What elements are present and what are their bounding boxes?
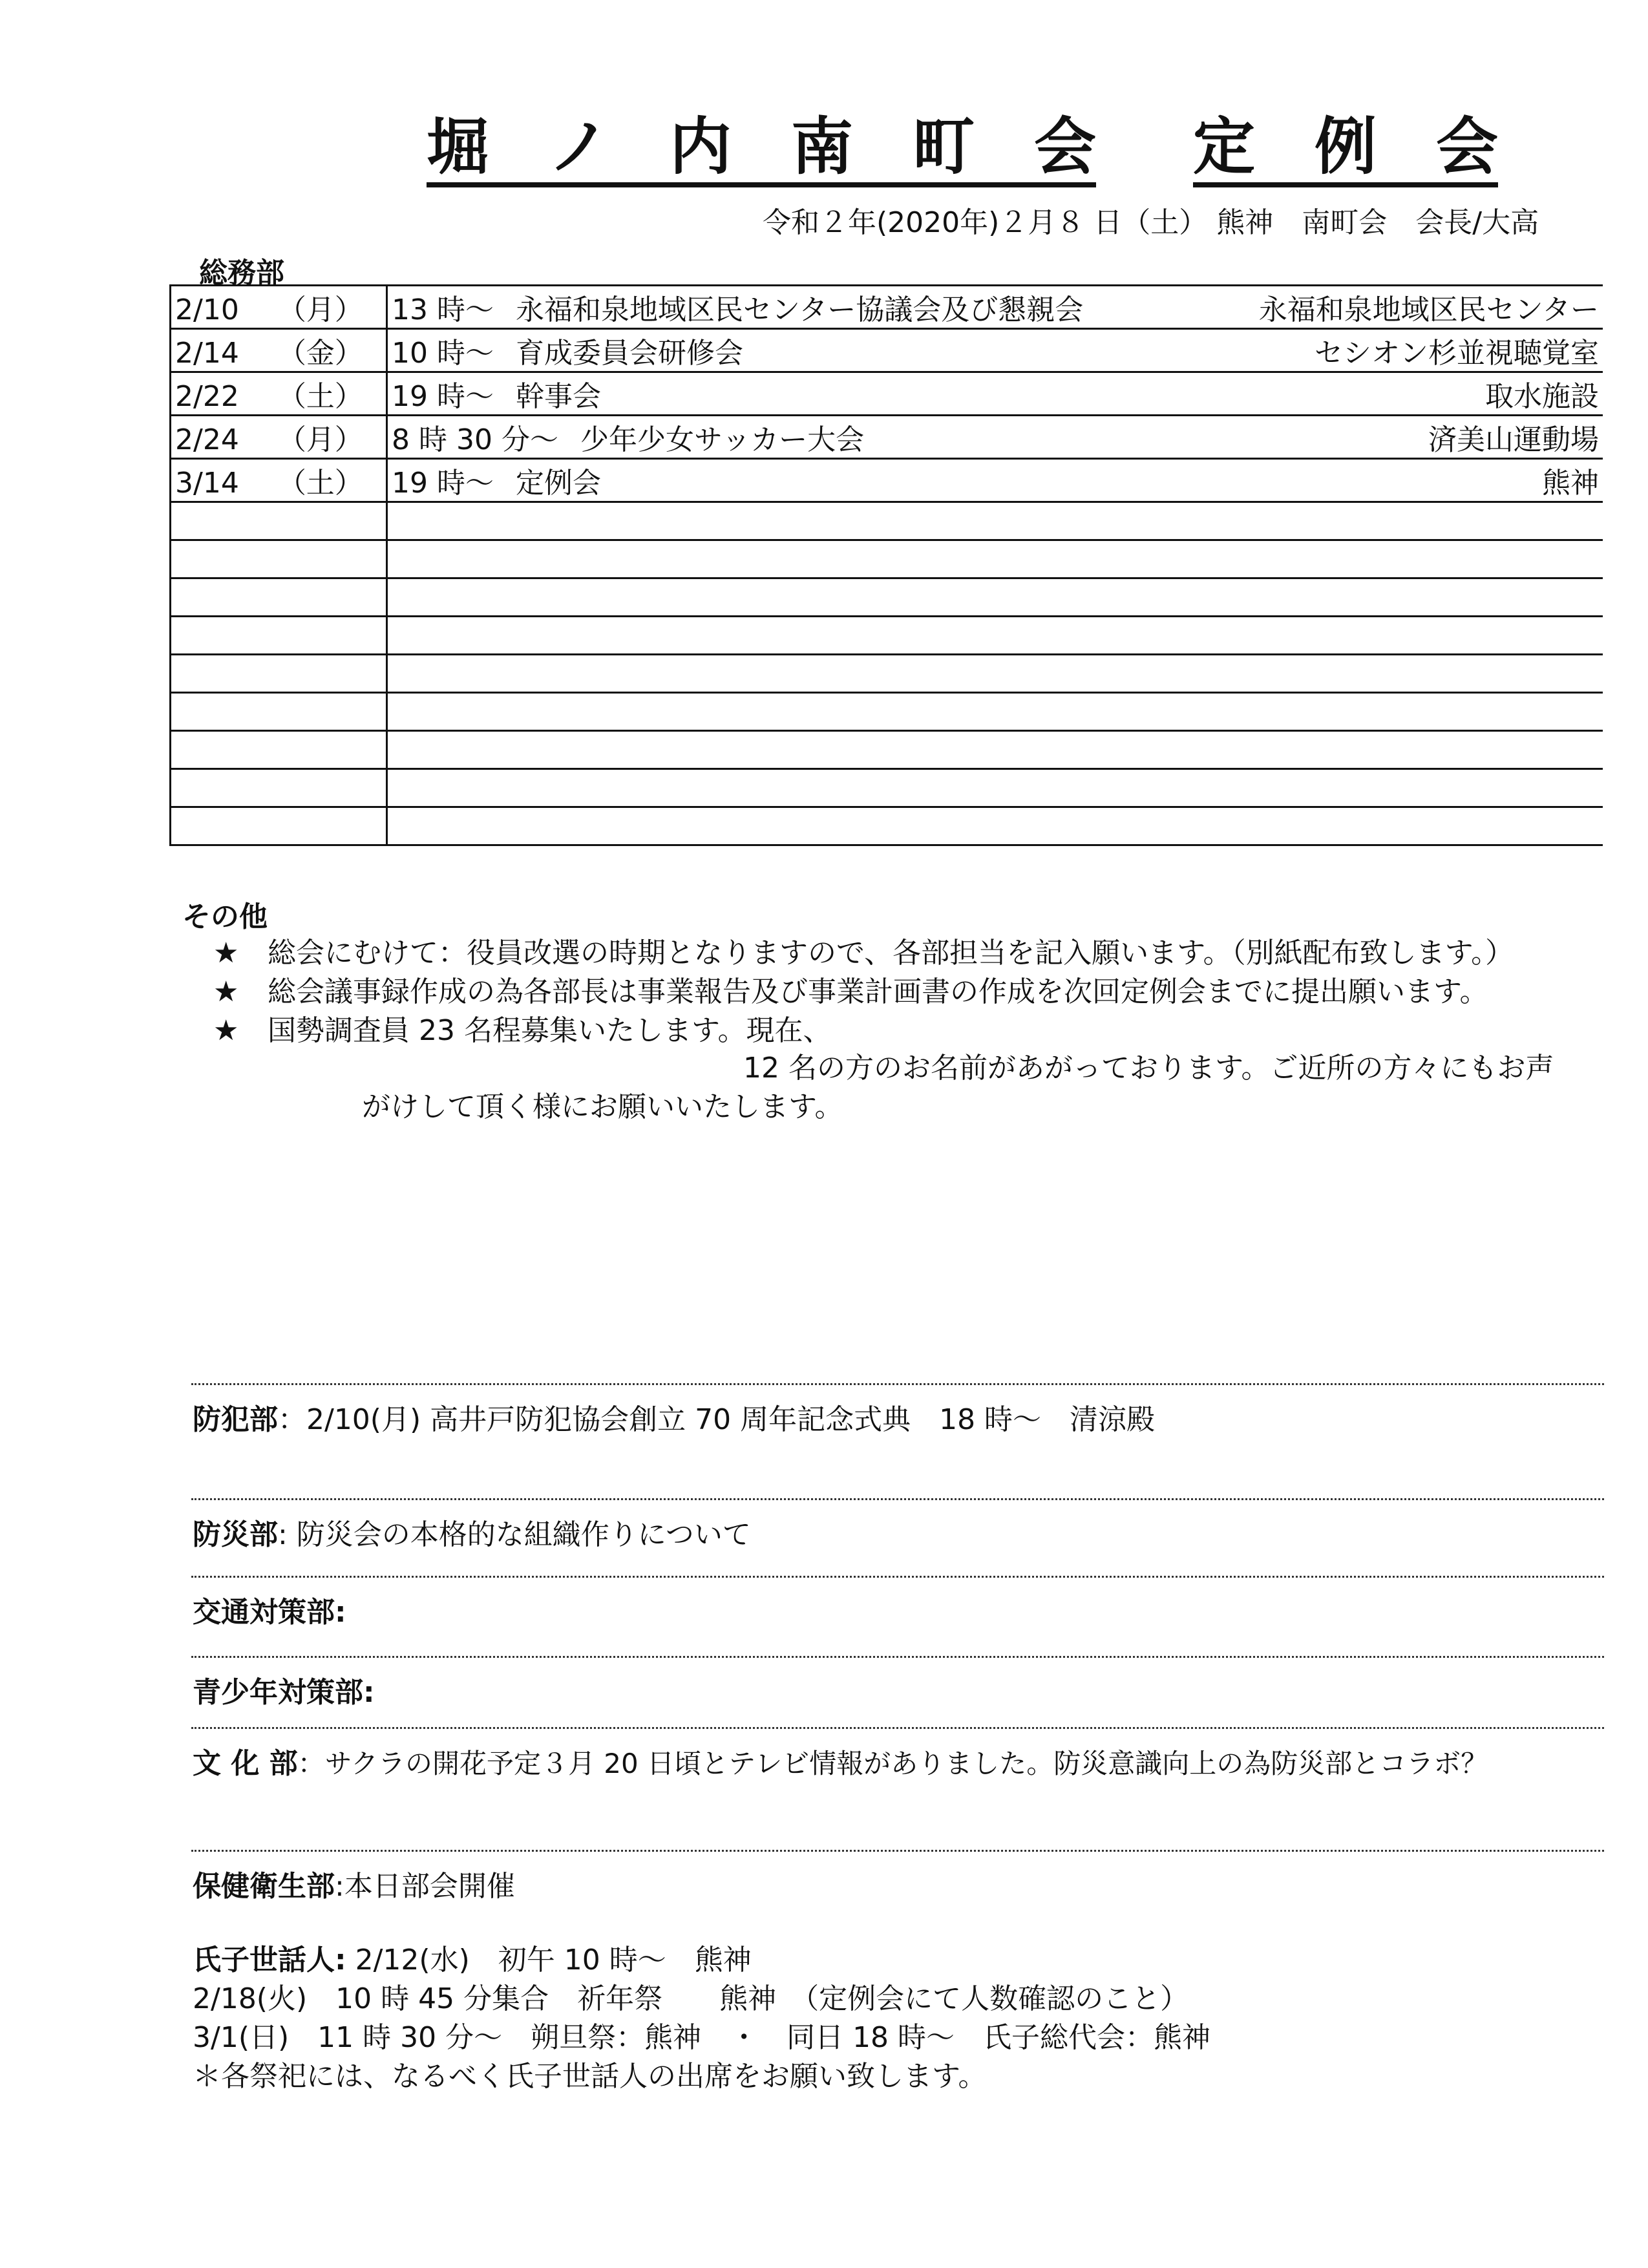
empty-row [171,769,1603,807]
row-place: 取水施設 [1485,380,1599,413]
list-item-continuation: がけして頂く様にお願いいたします。 [362,1090,843,1123]
empty-row [171,693,1603,731]
row-event: 定例会 [515,467,601,500]
title-char: ノ [548,114,610,187]
divider [191,1383,1604,1385]
event-cell [387,329,1603,372]
youth-entry [193,1669,375,1710]
row-date: 2/24 [175,423,239,456]
row-date: 2/22 [175,380,239,413]
divider [191,1850,1604,1852]
empty-row [171,578,1603,617]
ujiko-line-1 [193,1936,752,1978]
schedule-table [169,284,1603,846]
date-cell [171,286,387,329]
empty-row [171,502,1603,540]
title-char: 定 [1193,114,1255,187]
title-char: 堀 [427,114,489,187]
general-affairs-label: 総務部 [199,257,284,290]
star-icon: ★ [213,975,239,1008]
date-cell [171,459,387,502]
divider [191,1498,1604,1500]
row-event: 少年少女サッカー大会 [580,423,865,456]
culture-text: ：サクラの開花予定３月 20 日頃とテレビ情報がありました。防災意識向上の為防災部とコラボ？ [297,1748,1488,1779]
traffic-entry [193,1589,346,1630]
row-dow: （月） [277,423,363,456]
row-time: 19 時～ [392,380,494,413]
date-cell [171,416,387,459]
title-char: 町 [913,114,975,187]
meeting-date-line: 令和２年(2020年)２月８ 日（土） 熊神 南町会 会長/大高 [763,206,1539,239]
row-time: 10 時～ [392,337,494,370]
divider [191,1656,1604,1658]
date-cell [171,329,387,372]
empty-row [171,617,1603,655]
row-place: セシオン杉並視聴覚室 [1315,337,1599,370]
disaster-prevention-label: 防災部 [193,1518,278,1551]
row-dow: （土） [277,380,363,413]
youth-label: 青少年対策部: [193,1676,375,1709]
culture-entry [193,1740,1488,1781]
table-row [171,459,1603,502]
health-entry [193,1863,515,1904]
row-place: 済美山運動場 [1428,423,1599,456]
title-char: 南 [791,114,853,187]
title-char: 会 [1034,114,1096,187]
crime-prevention-text: ：2/10(月) 高井戸防犯協会創立 70 周年記念式典 18 時～ 清涼殿 [278,1403,1156,1436]
ujiko-line-3: 3/1(日) 11 時 30 分～ 朔旦祭：熊神 ・ 同日 18 時～ 氏子総代会：熊神 [193,2021,1211,2054]
page-title [427,111,1498,187]
event-cell [387,459,1603,502]
ujiko-line-1-text: 2/12(水) 初午 10 時～ 熊神 [355,1944,752,1977]
health-text: :本日部会開催 [335,1870,515,1903]
ujiko-line-2: 2/18(火) 10 時 45 分集合 祈年祭 熊神 （定例会にて人数確認のこと） [193,1982,1189,2015]
row-date: 2/14 [175,337,239,370]
crime-prevention-entry [193,1396,1155,1437]
ujiko-line-4: ＊各祭祀には、なるべく氏子世話人の出席をお願い致します。 [193,2060,987,2093]
disaster-prevention-entry [193,1511,751,1553]
list-item [213,968,1488,1010]
table-row [171,416,1603,459]
divider [191,1576,1604,1578]
list-item-text: 総会議事録作成の為各部長は事業報告及び事業計画書の作成を次回定例会までに提出願います。 [268,975,1488,1008]
empty-row [171,731,1603,769]
star-icon: ★ [213,1014,239,1047]
list-item [213,929,1514,971]
culture-label: 文 化 部 [193,1747,298,1780]
disaster-prevention-text: : 防災会の本格的な組織作りについて [278,1518,751,1551]
row-event: 永福和泉地域区民センター協議会及び懇親会 [515,293,1084,326]
title-char: 例 [1315,114,1377,187]
other-label: その他 [182,900,268,933]
divider [191,1727,1604,1729]
empty-row [171,655,1603,693]
list-item-text: 国勢調査員 23 名程募集いたします。現在、 [268,1014,832,1047]
list-item-continuation: 12 名の方のお名前があがっております。ご近所の方々にもお声 [743,1052,1554,1085]
row-time: 19 時～ [392,467,494,500]
date-cell [171,372,387,416]
row-date: 2/10 [175,293,239,326]
empty-row [171,807,1603,845]
event-cell [387,416,1603,459]
event-cell [387,372,1603,416]
row-time: 8 時 30 分～ [392,423,558,456]
empty-row [171,540,1603,578]
list-item [213,1007,831,1048]
row-place: 永福和泉地域区民センター [1258,293,1599,326]
table-row [171,329,1603,372]
row-place: 熊神 [1542,467,1599,500]
row-time: 13 時～ [392,293,494,326]
crime-prevention-label: 防犯部 [193,1403,278,1436]
traffic-label: 交通対策部: [193,1596,346,1629]
row-event: 幹事会 [515,380,601,413]
row-dow: （月） [277,293,363,326]
table-row [171,286,1603,329]
table-row [171,372,1603,416]
row-dow: （土） [277,467,363,500]
title-char: 内 [670,114,732,187]
event-cell [387,286,1603,329]
health-label: 保健衛生部 [193,1870,335,1903]
row-date: 3/14 [175,467,239,500]
title-char: 会 [1436,114,1498,187]
star-icon: ★ [213,937,239,970]
row-dow: （金） [277,337,363,370]
list-item-text: 総会にむけて：役員改選の時期となりますので、各部担当を記入願います。（別紙配布致します。） [268,937,1514,970]
row-event: 育成委員会研修会 [515,337,743,370]
ujiko-label: 氏子世話人: [193,1944,346,1977]
